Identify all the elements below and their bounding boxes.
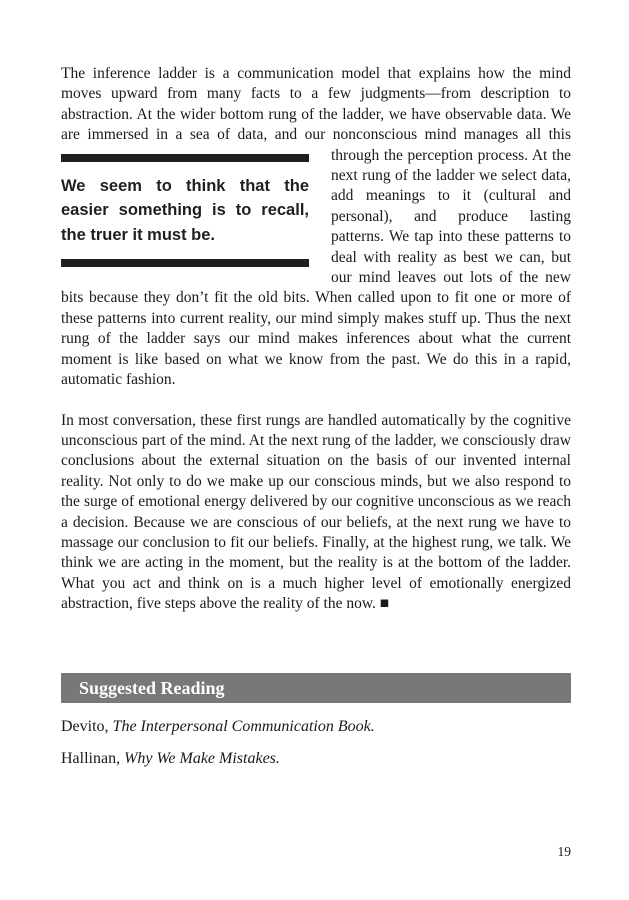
pull-quote-top-rule (61, 154, 309, 162)
end-mark: ■ (379, 595, 390, 613)
pull-quote-text: We seem to think that the easier something is to recall, the truer it must be. (61, 176, 309, 244)
reading-item (61, 717, 375, 737)
paragraph-2-text: In most conversation, these first rungs are handled automatically by the cognitive unconscious part of the mind. At the next rung of the ladder, we consciously draw conclusions about the external situation on the basis of our invented internal reality. Not only to do we make up our conscious minds, but we also respond to the surge of emotional energy delivered by our cognitive unconscious as we reach a decision. Because we are conscious of our beliefs, at the next rung we have to massage our conclusion to fit our beliefs. Finally, at the highest rung, we talk. We think we are acting in the moment, but the reality is at the bottom of the ladder. What you act and think on is a much higher level of emotionally energized abstraction, five steps above the reality of the now. (61, 411, 571, 613)
reading-item (61, 749, 280, 769)
pull-quote (61, 154, 309, 268)
suggested-reading-heading (61, 673, 571, 703)
paragraph-2 (61, 411, 571, 615)
page-number: 19 (557, 844, 571, 859)
suggested-reading-heading-text: Suggested Reading (79, 678, 225, 698)
reading-author: Devito, (61, 718, 113, 735)
reading-author: Hallinan, (61, 750, 125, 767)
paragraph-1 (61, 64, 571, 391)
body-text (61, 64, 571, 615)
reading-title: Why We Make Mistakes. (124, 750, 280, 767)
paragraph-1-rest: mind manages all this through the perception process. At the next rung of the ladder we select data, add meanings to it (cultural and personal), and produce lasting patterns. We tap into these patterns to deal with reality as best we can, but our mind leaves out lots of the new bits because they don’t fit the old bits. When called upon to fit one or more of these patterns into current reality, our mind simply makes stuff up. Thus the next rung of the ladder says our mind makes inferences about what the current moment is like based on what we know from the past. We do this in a rapid, automatic fashion. (61, 126, 572, 389)
pull-quote-bottom-rule (61, 259, 309, 267)
reading-title: The Interpersonal Communication Book. (112, 718, 375, 735)
paragraph-1-lead: The inference ladder is a communication model that explains how the mind moves upward from many facts to a few judgments—from description to abstraction. At the wider bottom rung of the ladder, we have observable data. We are immersed in a sea of data, and our nonconscious (61, 65, 571, 144)
